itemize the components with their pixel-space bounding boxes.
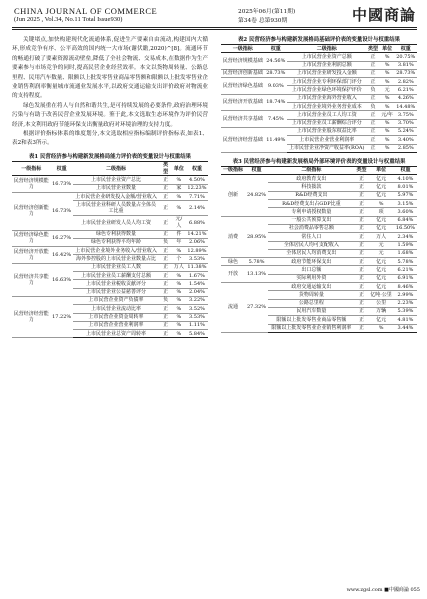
type-cell: 正 [366,111,379,119]
indicator-cell: 绿色专利获得数量 [73,230,160,238]
group-name-cell: 消费 [221,216,245,257]
group-weight-cell: 7.45% [265,111,287,128]
group-name-cell: 民营经济绿色基础 [221,78,265,95]
type-cell: 正 [355,241,369,249]
type-cell: 正 [366,53,379,61]
group-name-cell: 绿色 [221,258,245,266]
page-footer: www.zgsl.com ■中國商論 055 [346,587,420,593]
group-weight-cell: 24.82% [245,175,268,216]
weight-cell: 2.14% [186,201,208,216]
indicator-cell: R&D经费支出占GDP比重 [268,200,355,208]
type-cell: 正 [355,307,369,315]
group-weight-cell: 17.22% [51,296,73,337]
table-row [221,53,417,61]
unit-cell: % [172,330,186,338]
indicator-cell: 社会消费品零售总额 [268,224,355,232]
group-name-cell: 民营经济共享基础 [221,111,265,128]
column-header: 二级指标 [73,161,160,176]
indicator-cell: 上市民营企业研发投入金额 [287,69,366,77]
unit-cell: % [368,324,394,332]
column-header: 单位 [368,166,394,174]
type-cell: 正 [355,200,369,208]
indicator-cell: 常住人口 [268,233,355,241]
type-cell: 正 [355,208,369,216]
indicator-cell: 上市民营企业员工人数 [73,263,160,271]
indicator-cell: 全体居民人均消费支出 [268,249,355,257]
unit-cell: 万人 [172,263,186,271]
column-header: 一级指标 [223,167,244,174]
weight-cell: 2.34% [394,233,417,241]
table-row [12,176,208,184]
weight-cell: 3.53% [186,313,208,321]
weight-cell: 12.23% [187,185,207,192]
type-cell: 正 [355,283,369,291]
unit-cell: % [172,313,186,321]
weight-cell: 3.60% [394,208,417,216]
weight-cell: 3.22% [186,296,208,304]
weight-cell: 2.04% [186,288,208,296]
group-weight-cell: 28.73% [266,70,286,77]
indicator-cell: 上市民营企业净资产收益率(ROA) [287,144,366,152]
unit-cell: % [172,201,186,216]
group-name-cell: 民营经济开放基础 [221,94,265,111]
table-row [12,263,208,271]
weight-cell: 4.50% [186,176,208,184]
weight-cell: 2.99% [394,291,417,299]
type-cell: 正 [366,127,379,135]
type-cell: 正 [366,119,379,127]
column-header: 类型 [368,45,379,52]
group-name-cell: 民营经济绿色能力 [12,230,51,247]
group-name-cell: 民营经济开放能力 [12,247,51,264]
weight-cell: 5.97% [394,191,417,199]
type-cell: 正 [159,330,171,338]
indicator-cell: 政府节能环保支出 [268,258,355,266]
indicator-cell: 上市民营企业资产总比 [73,176,160,184]
weight-cell: 3.53% [186,255,208,263]
indicator-cell: 上市民营企业总资产周转率 [73,330,160,338]
type-cell: 正 [366,94,379,102]
table-1-caption: 表1 民营经济参与构建新发展格局能力评价表的变量设计与权重结果 [29,153,191,160]
table-row [221,127,417,135]
weight-cell: 3.44% [394,324,417,332]
indicator-cell: 上市民营企业海外营业收入 [287,94,366,102]
indicator-cell: 上市民营企业营业利润率 [287,136,366,144]
indicator-cell: 上市民营企业绿色环境保护评价 [287,86,366,94]
unit-cell: 亿元 [368,266,394,274]
type-cell: 正 [366,61,379,69]
group-weight-cell: 16.73% [51,176,73,193]
unit-cell: 亿元 [368,283,394,291]
indicator-cell: 上市民营企业资金周转率 [73,313,160,321]
indicator-cell: 货物周转量 [268,291,355,299]
weight-cell: 4.81% [394,316,417,324]
journal-logo: 中國商論 [352,6,417,24]
indicator-cell: 绿色专利获得平均年龄 [73,238,160,246]
unit-cell: 个 [172,255,186,263]
type-cell: 正 [366,136,379,144]
unit-cell: % [172,272,186,280]
header-rule [12,27,417,28]
column-header: 一级指标 [12,161,51,176]
unit-cell: % [380,136,395,144]
group-name-cell: 民营经济规模基础 [221,53,265,70]
type-cell: 正 [159,176,171,184]
indicator-cell: 上市民营企业员工薪酬支付总额 [73,272,160,280]
weight-cell: 3.40% [395,136,417,144]
group-weight-cell: 24.56% [265,53,287,70]
unit-cell: % [368,200,394,208]
type-cell: 正 [355,316,369,324]
group-weight-cell: 28.95% [245,216,268,257]
unit-cell: % [380,61,395,69]
weight-cell: 3.70% [395,119,417,127]
weight-cell: 2.23% [394,299,417,307]
type-cell: 正 [355,216,369,224]
indicator-cell: 全体居民人均可支配收入 [268,241,355,249]
unit-cell: % [172,247,186,255]
group-name-cell: 民营经济创新基础 [222,70,263,77]
weight-cell: 8.46% [394,283,417,291]
weight-cell: 2.06% [186,238,208,246]
weight-cell: 14.21% [187,231,207,238]
weight-cell: 7.71% [186,193,208,201]
unit-cell: 元 [368,249,394,257]
table-row [221,175,417,183]
table-row [12,247,208,255]
weight-cell: 4.26% [395,94,417,102]
indicator-cell: 上市民营企业公益慈善评分 [73,288,160,296]
type-cell: 正 [159,263,171,271]
column-header: 二级指标 [268,166,355,174]
unit-cell: 年 [172,238,186,246]
indicator-cell: 一般公共预算支出 [268,216,355,224]
type-cell: 负 [159,238,171,246]
indicator-cell: 实际利用外资 [268,274,355,282]
table-header-row [12,161,208,176]
type-cell: 正 [355,266,369,274]
group-name-cell: 开放 [221,266,245,283]
header-rule-thin [12,29,417,30]
paragraph: 绿色发展重在将人与自然和谐共生,是可持续发展的必要条件,政府治理环境污染与有助于改善民营企业发展环境。鉴于此,本文选取生态环境作为评价民营经济,本文利用政府节能环保支出衡量政府对环境治理的支持力度。 [12,102,208,128]
unit-cell: % [380,119,395,127]
column-header: 单位 [380,45,395,53]
indicator-cell: 专利申请授权数量 [268,208,355,216]
issue-date: 2025年06月(第11期) [238,9,296,15]
column-header: 权重 [51,161,73,176]
unit-cell: 元/年 [381,111,393,118]
table-row [221,266,417,274]
type-cell: 正 [355,258,369,266]
weight-cell: 6.91% [394,274,417,282]
weight-cell: 1.67% [186,272,208,280]
type-cell: 正 [355,183,369,191]
table-row [12,193,208,201]
type-cell: 正 [355,324,369,332]
page-header [0,0,427,30]
weight-cell: 8.01% [394,183,417,191]
unit-cell: 元 [368,241,394,249]
group-weight-cell: 16.27% [51,230,73,247]
column-header: 类型 [356,167,367,174]
type-cell: 正 [159,313,171,321]
type-cell: 正 [159,272,171,280]
unit-cell: 亿元 [368,191,394,199]
group-weight-cell: 16.73% [51,193,73,230]
column-header: 二级指标 [287,45,366,53]
unit-cell: 元/人 [172,215,186,230]
table-2 [221,44,417,153]
unit-cell: % [172,296,186,304]
weight-cell: 6.88% [186,215,208,230]
group-name-cell: 民营经济经营能力 [12,296,51,337]
paragraph: 根据评价指标体系的维度划分,本文选取相应指标编制评价指标表,如表1、表2和表3所示。 [12,131,208,147]
table-row [221,258,417,266]
paragraph: 关键堵点,加快构建现代化流通体系,促进生产要素自由流动,构建国内大循环,形成竞争有序、公平高效的国内统一大市场(谢伏瞻,2020)^[8]。流通环节的畅通打破了要素资源流动壁垒,降低了全社会物流、交易成本,在数据作为生产要素参与市场竞争的同时,提高民营企业经营效率。本文以货物周转量、公路总里程、民用汽车数量、限额以上批发零售业商品零售额和限额以上批发零售业企业销售利润率衡量城市流通业发展水平,以政府交通运输支出评价政府对物流业的支持程度。 [12,37,208,100]
weight-cell: 3.52% [186,305,208,313]
indicator-cell: R&D经费支出 [268,191,355,199]
weight-cell: 1.68% [394,249,417,257]
type-cell: 正 [159,255,171,263]
unit-cell: % [380,53,395,61]
indicator-cell: 海外参控股的上市民营企业数量占比 [73,255,160,263]
type-cell: 正 [355,299,369,307]
table-row [221,283,417,291]
indicator-cell: 上市民营企业员工人均工资 [287,111,366,119]
indicator-cell: 政府教育支出 [268,175,355,183]
indicator-cell: 上市民营企业流动比率 [73,305,160,313]
column-header: 权重 [395,45,417,53]
group-weight-cell: 13.13% [245,266,268,283]
type-cell: 正 [366,144,379,152]
weight-cell: 5.78% [394,258,417,266]
unit-cell: % [380,103,395,111]
column-header: 权重 [245,166,268,174]
journal-title: CHINA JOURNAL OF COMMERCE [14,6,158,16]
indicator-cell: 上市民营企业资产总额 [287,53,366,61]
table-header-row [221,166,417,174]
column-header: 单位 [172,161,186,176]
indicator-cell: 上市民营企业专利环保部门评分 [287,78,366,86]
unit-cell: 亿吨·公里 [368,291,394,299]
table-row [221,216,417,224]
weight-cell: 3.81% [395,61,417,69]
group-name-cell: 民营经济创新能力 [12,193,51,230]
type-cell: 正 [355,249,369,257]
weight-cell: 11.38% [187,264,207,271]
type-cell: 正 [355,291,369,299]
type-cell: 正 [355,191,369,199]
group-name-cell: 民营经济共享能力 [12,263,51,296]
indicator-cell: 民用汽车数量 [268,307,355,315]
table-2-caption: 表2 民营经济参与构建新发展格局基础评价表的变量设计与权重结果 [238,37,400,43]
journal-subtitle: (Jun 2025 , Vol.34, No.11 Total Issue930) [14,16,123,23]
unit-cell: % [172,288,186,296]
indicator-cell: 科技拨款 [268,183,355,191]
weight-cell: 5.39% [394,307,417,315]
unit-cell: % [380,78,395,86]
type-cell: 负 [159,296,171,304]
unit-cell: % [172,321,186,329]
weight-cell: 2.82% [395,78,417,86]
weight-cell: 16.50% [395,225,415,232]
column-header: 权重 [265,45,287,53]
indicator-cell: 限额以上批发零售业商品零售额 [268,316,355,324]
group-name-cell: 流通 [221,283,245,333]
type-cell: 正 [159,247,171,255]
type-cell: 正 [355,274,369,282]
weight-cell: 6.84% [394,216,417,224]
group-weight-cell: 11.49% [265,127,287,152]
type-cell: 正 [366,78,379,86]
unit-cell: 亿元 [368,274,394,282]
table-row [221,111,417,119]
type-cell: 正 [159,184,171,192]
indicator-cell: 限额以上批发零售业企业销售利润率 [268,324,355,332]
weight-cell: 12.89% [187,247,207,254]
indicator-cell: 政府交通运输支出 [268,283,355,291]
group-weight-cell: 9.03% [265,78,287,95]
type-cell: 负 [366,103,379,111]
unit-cell: 项 [368,208,394,216]
unit-cell: % [380,94,395,102]
column-header: 一级指标 [221,45,265,53]
type-cell: 正 [355,175,369,183]
indicator-cell: 上市民营企业员工薪酬综合评分 [287,119,366,127]
weight-cell: 28.73% [396,70,416,77]
group-name-cell: 创新 [221,175,245,216]
type-cell: 正 [159,230,171,238]
type-cell: 正 [159,288,171,296]
unit-cell: 亿元 [368,175,394,183]
indicator-cell: 上市民营企业科研人员数量占全体员工比重 [73,201,160,216]
table-row [12,296,208,304]
weight-cell: 5.84% [186,330,208,338]
table-row [221,94,417,102]
weight-cell: 6.21% [394,266,417,274]
unit-cell: 万人 [368,233,394,241]
weight-cell: 6.21% [395,86,417,94]
group-name-cell: 民营经济经营基础 [221,127,265,152]
unit-cell: 亿元 [368,224,394,232]
weight-cell: 5.24% [395,127,417,135]
group-name-cell: 民营经济规模能力 [12,176,51,193]
type-cell: 正 [159,305,171,313]
group-weight-cell: 16.42% [51,247,73,264]
type-cell: 正 [159,321,171,329]
group-weight-cell: 16.63% [51,263,73,296]
type-cell: 负 [366,86,379,94]
unit-cell: 公里 [368,299,394,307]
indicator-cell: 上市民营企业股东权益比率 [287,127,366,135]
unit-cell: % [172,193,186,201]
indicator-cell: 上市民营企业研发投入金额/营业收入 [73,193,160,201]
unit-cell: 件 [172,230,186,238]
type-cell: 正 [159,215,171,230]
table-row [12,230,208,238]
unit-cell: % [172,280,186,288]
unit-cell: 亿元 [368,316,394,324]
column-header: 类型 [159,161,171,176]
unit-cell: % [380,69,395,77]
table-3 [221,166,417,333]
indicator-cell: 上市民营企业境外业务收入/营业收入 [73,247,160,255]
unit-cell: 万辆 [368,307,394,315]
weight-cell: 1.11% [186,321,208,329]
indicator-cell: 上市民营企业数量 [73,184,160,192]
indicator-cell: 上市民营企业研发人员人均工资 [73,215,160,230]
weight-cell: 3.15% [394,200,417,208]
unit-cell: % [380,144,395,152]
weight-cell: 14.48% [396,103,416,110]
column-header: 权重 [394,166,417,174]
weight-cell: 2.85% [395,144,417,152]
group-weight-cell: 27.32% [245,283,268,333]
type-cell: 正 [355,233,369,241]
weight-cell: 1.54% [186,280,208,288]
unit-cell: % [380,127,395,135]
table-row [221,69,417,77]
indicator-cell: 上市民营企业营业利润率 [73,321,160,329]
table-3-caption: 表3 民营经济参与构建新发展格局外部环境评价表的变量设计与权重结果 [232,158,406,165]
indicator-cell: 上市民营企业境外业务营业成本 [287,103,366,111]
type-cell: 正 [366,69,379,77]
weight-cell: 20.75% [396,53,416,60]
indicator-cell: 上市民营企业利润总额 [287,61,366,69]
weight-cell: 4.10% [394,175,417,183]
indicator-cell: 上市民营企业资产负债率 [73,296,160,304]
unit-cell: 元 [380,86,395,94]
unit-cell: 亿元 [368,258,394,266]
weight-cell: 1.59% [394,241,417,249]
indicator-cell: 公路总里程 [268,299,355,307]
table-header-row [221,45,417,53]
type-cell: 正 [355,224,369,232]
right-column [221,36,417,333]
group-weight-cell: 5.78% [245,258,268,266]
type-cell: 正 [159,193,171,201]
issue-number: 第34卷 总第930期 [238,18,288,24]
indicator-cell: 上市民营企业税收贡献评分 [73,280,160,288]
unit-cell: 亿元 [368,216,394,224]
unit-cell: 家 [172,184,186,192]
unit-cell: 亿元 [368,183,394,191]
weight-cell: 3.75% [395,111,417,119]
indicator-cell: 出口总额 [268,266,355,274]
table-row [221,78,417,86]
column-header: 权重 [186,161,208,176]
unit-cell: % [172,176,186,184]
table-1 [12,161,208,339]
group-weight-cell: 18.74% [265,94,287,111]
left-column [12,36,208,338]
type-cell: 正 [159,280,171,288]
unit-cell: % [172,305,186,313]
type-cell: 正 [159,201,171,216]
